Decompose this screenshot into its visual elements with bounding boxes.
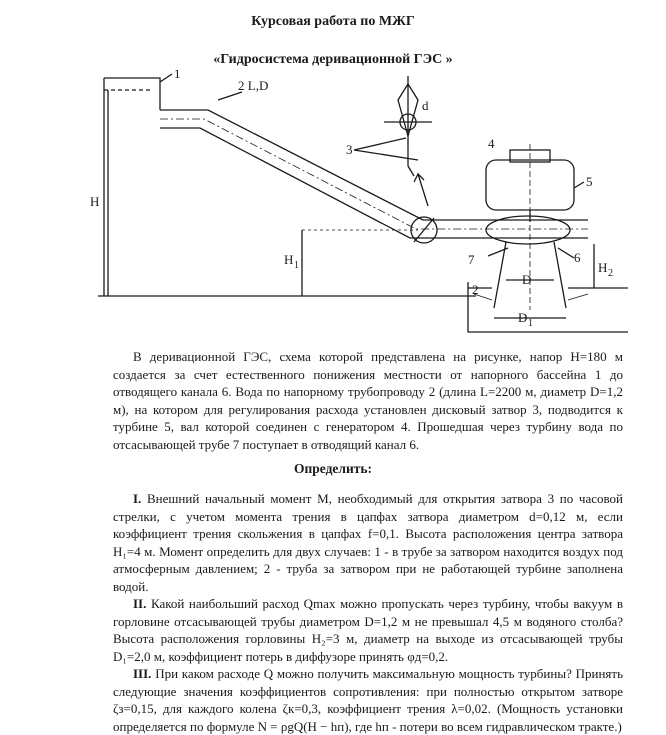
reservoir-outline [104,78,160,296]
label-canal-left: 2 [472,282,479,297]
arrow-valve [414,174,428,206]
course-title: Курсовая работа по МЖГ [251,14,415,29]
pipe-bottom-wall [160,128,588,238]
pipe-axis [160,119,588,229]
task-2 [113,595,623,665]
hydro-scheme-diagram [88,70,628,342]
task-number: III. [133,666,152,681]
label-D: D [522,272,532,287]
task-number: I. [133,491,142,506]
label-4: 4 [488,136,495,151]
label-H1-sub: 1 [294,260,299,271]
label-d: d [422,98,429,113]
task-text: Внешний начальный момент М, необходимый для открытия затвора 3 по часовой стрелки, с учетом момента трения в цапфах затвора диаметром d=0,12 м, если коэффициент трения скольжения в цапфах f=0,1. Высота расположения центра затвора H₁=4 м. Момент определить для двух случаев: 1 - в трубе за затвором находится воздух под атмосферным давлением; 2 - труба за затвором при не работающей турбине заполнена водой. [113,491,624,594]
label-H2-sub: 2 [608,268,613,279]
label-D1: D [518,310,528,325]
intro-paragraph: В деривационной ГЭС, схема которой представлена на рисунке, напор H=180 м создается за счет естественного понижения местности от напорного бассейна 1 до отводящего канала 6. Вода по напорному трубопроводу 2 (длина L=2200 м, диаметр D=1,2 м), на котором для регулирования расхода установлен дисковый затвор 3, подводится к турбине 5, вал которой соединен с генератором 4. Прошедшая через турбину вода по отсасывающей трубе 7 поступает в отводящий канал 6. [113,349,623,452]
task-1 [113,490,623,595]
determine-heading: Определить: [293,461,373,476]
label-3: 3 [346,142,353,157]
label-H2: H [598,260,608,275]
label-H: H [90,194,100,209]
topic-title: «Гидросистема деривационной ГЭС » [213,52,453,67]
canal-outline [468,282,628,332]
label-2: 2 L,D [238,78,269,93]
label-6: 6 [574,250,581,265]
label-D1-sub: 1 [528,318,533,329]
task-3 [113,665,623,735]
task-number: II. [133,596,147,611]
task-text: Какой наибольший расход Qmax можно пропускать через турбину, чтобы вакуум в горловине отсасывающей трубы диаметром D=1,2 м не превышал 4,5 м водяного столба? Высота расположения горловины H₂=3 м, диаметр на выходе из отсасывающей трубы D₁=2,0 м, коэффициент потерь в диффузоре принять φд=0,2. [113,596,624,664]
label-H1: H [284,252,294,267]
task-text: При каком расходе Q можно получить максимальную мощность турбины? Принять следующие значения коэффициентов сопротивления: при полностью открытом затворе ζз=0,15, для каждого колена ζк=0,3, коэффициент трения λ=0,02. (Мощность установки определяется по формуле N = ρgQ(H − hп), где hп - потери во всем гидравлическом тракте.) [113,666,623,734]
label-5: 5 [586,174,593,189]
label-1: 1 [174,70,181,81]
label-7: 7 [468,252,475,267]
task-list [113,490,623,735]
pipe-top-wall [160,110,588,220]
